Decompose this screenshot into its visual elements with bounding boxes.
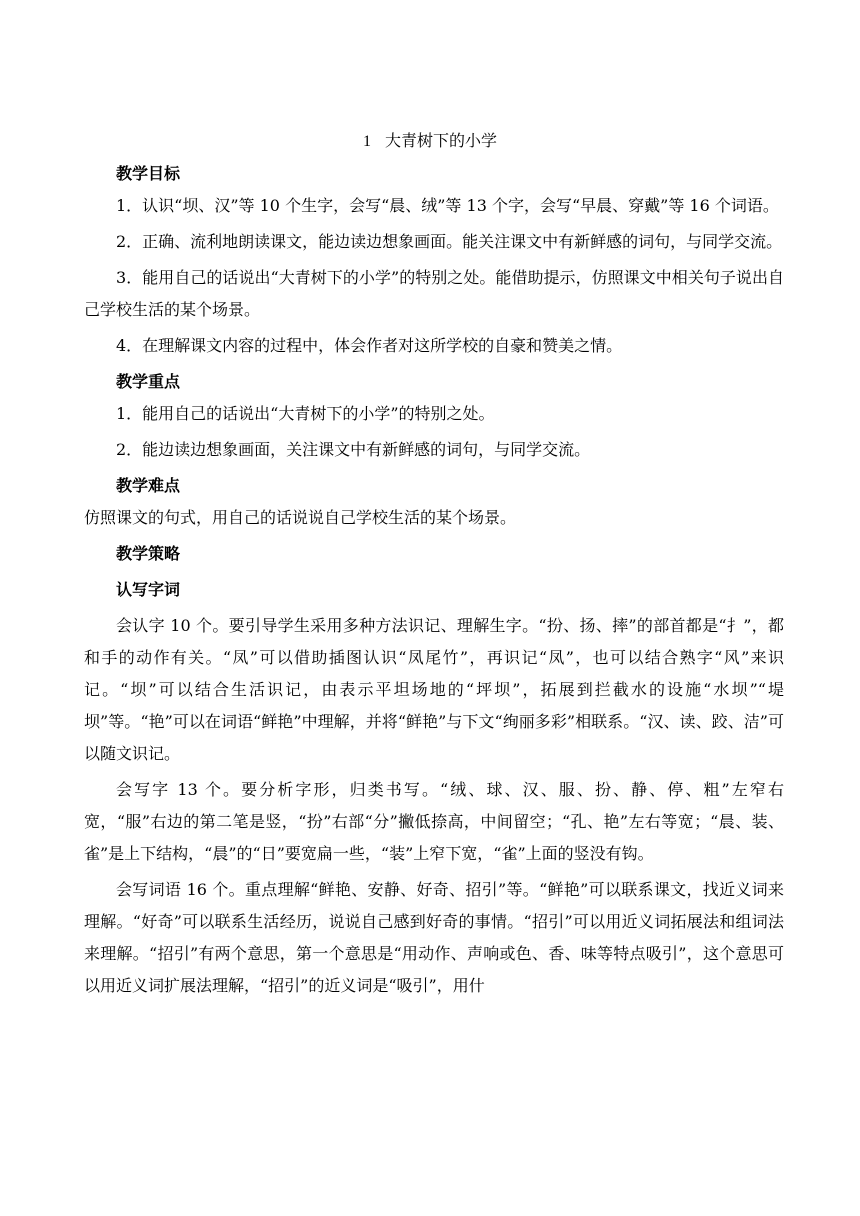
lesson-number: 1 [362, 133, 371, 150]
goals-heading: 教学目标 [116, 164, 181, 183]
writing-paragraph-3: 会写词语 16 个。重点理解“鲜艳、安静、好奇、招引”等。“鲜艳”可以联系课文，找近义词来理解。“好奇”可以联系生活经历，说说自己感到好奇的事情。“招引”可以用近义词拓展法和组词法来理解。“招引”有两个意思，第一个意思是“用动作、声响或色、香、味等特点吸引”，这个意思可以用近义词扩展法理解，“招引”的近义词是“吸引”，用什 [84, 880, 784, 995]
key-points-heading: 教学重点 [116, 372, 181, 391]
goal-item-4: 4．在理解课文内容的过程中，体会作者对这所学校的自豪和赞美之情。 [116, 336, 623, 355]
lesson-title-text: 大青树下的小学 [384, 131, 497, 150]
key-point-item-1: 1．能用自己的话说出“大青树下的小学”的特别之处。 [116, 404, 495, 423]
difficulty-item-1: 仿照课文的句式，用自己的话说说自己学校生活的某个场景。 [84, 508, 517, 527]
document-body [84, 158, 784, 1002]
writing-paragraph-2: 会写字 13 个。要分析字形，归类书写。“绒、球、汉、服、扮、静、停、粗”左窄右宽，“服”右边的第二笔是竖，“扮”右部“分”撇低捺高，中间留空；“孔、艳”左右等宽；“晨、装、雀”是上下结构，“晨”的“日”要宽扁一些，“装”上窄下宽，“雀”上面的竖没有钩。 [84, 780, 784, 863]
strategy-heading: 教学策略 [116, 544, 181, 563]
goal-item-1: 1．认识“坝、汉”等 10 个生字，会写“晨、绒”等 13 个字，会写“早晨、穿戴”等 16 个词语。 [116, 196, 779, 215]
lesson-title [0, 129, 860, 154]
key-point-item-2: 2．能边读边想象画面，关注课文中有新鲜感的词句，与同学交流。 [116, 440, 591, 459]
difficulties-heading: 教学难点 [116, 476, 181, 495]
writing-heading: 认写字词 [116, 580, 181, 599]
writing-paragraph-1: 会认字 10 个。要引导学生采用多种方法识记、理解生字。“扮、扬、摔”的部首都是“扌”，都和手的动作有关。“凤”可以借助插图认识“凤尾竹”，再识记“凤”，也可以结合熟字“风”来识记。“坝”可以结合生活识记，由表示平坦场地的“坪坝”，拓展到拦截水的设施“水坝”“堤坝”等。“艳”可以在词语“鲜艳”中理解，并将“鲜艳”与下文“绚丽多彩”相联系。“汉、读、跤、洁”可以随文识记。 [84, 616, 784, 763]
goal-item-2: 2．正确、流利地朗读课文，能边读边想象画面。能关注课文中有新鲜感的词句，与同学交流。 [116, 232, 783, 251]
goal-item-3: 3．能用自己的话说出“大青树下的小学”的特别之处。能借助提示，仿照课文中相关句子说出自己学校生活的某个场景。 [84, 268, 784, 319]
